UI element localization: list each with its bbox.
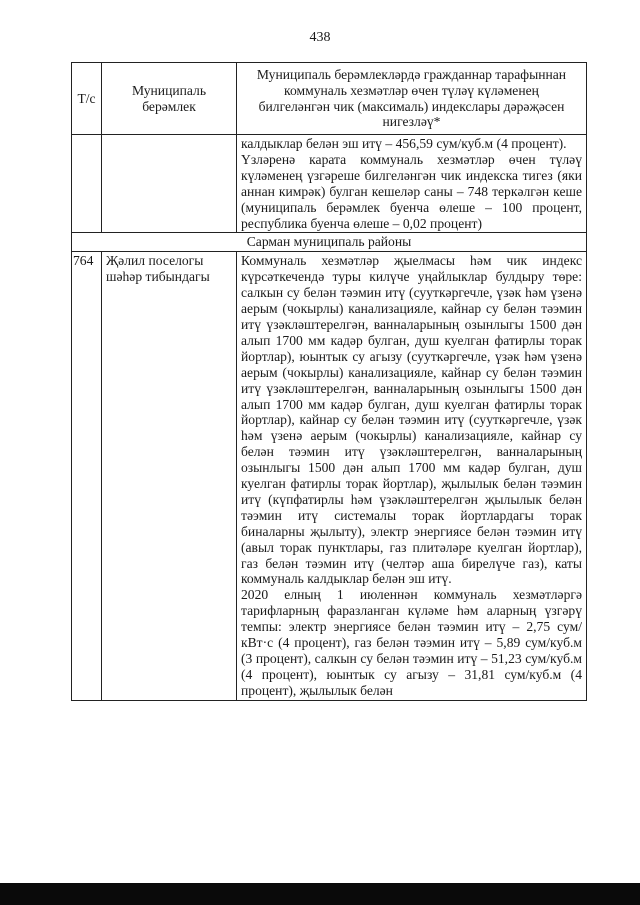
continuation-paragraph: Үзләренә карата коммуналь хезмәтләр өчен түләү күләменең үзгәреше билгеләнгән чик индекска тигез (яки аннан кимрәк) булган кешеләр саны – 748 теркәлгән кеше (муниципаль берәмлек буенча өлеше – 100 процент, республика буенча өлеше – 0,02 процент) <box>241 151 582 231</box>
table-header-row <box>72 63 587 135</box>
continuation-row <box>72 135 587 233</box>
row-number: 764 <box>72 252 102 700</box>
row-paragraph-1: Коммуналь хезмәтләр җыелмасы һәм чик индекс күрсәткечендә туры килүче уңайлыклар булдыру төре: салкын су белән тәэмин итү (сууткәргечле, үзәк һәм үзенә аерым (чокырлы) канализацияле, кайнар су белән тәэмин итү үзәкләштерелгән, ванналарының озынлыгы 1500 дән алып 1700 мм кадәр булган, душ куелган фатирлы торак йортлар), юынтык су агызу (сууткәргечле, үзәк һәм үзенә аерым (чокырлы) канализацияле, кайнар су белән тәэмин итү үзәкләштерелгән, ванналарының озынлыгы 1500 дән алып 1700 мм кадәр булган, душ куелган фатирлы торак йортлар), кайнар су белән тәэмин итү (сууткәргечле, үзәк һәм үзенә аерым (чокырлы) канализацияле, кайнар су белән тәэмин итү үзәкләштерелгән, ванналарының озынлыгы 1500 дән алып 1700 мм кадәр булган, душ куелган фатирлы торак йортлар), җылылык белән тәэмин итү (күпфатирлы һәм үзәкләштерелгән җылылык белән тәэмин итү системалы торак йортлардагы торак биналарны җылыту), электр энергиясе белән тәэмин итү (авыл торак пунктлары, газ плитәләре куелган йортлар), газ белән тәэмин итү (челтәр аша бирелүче газ), каты коммуналь калдыклар белән эш итү. <box>241 253 582 587</box>
continuation-text: калдыклар белән эш итү – 456,59 сум/куб.м (4 процент). <box>241 136 567 151</box>
header-justification: Муниципаль берәмлекләрдә гражданнар тарафыннан коммуналь хезмәтләр өчен түләү күләменең билгеләнгән чик (максималь) индекслары дәрәҗәсен нигезләү* <box>237 63 587 135</box>
scan-edge-band <box>0 883 640 905</box>
table-row <box>72 252 587 700</box>
row-municipality: Җәлил поселогы шәһәр тибындагы <box>102 252 237 700</box>
district-row <box>72 233 587 252</box>
header-municipality: Муниципаль берәмлек <box>102 63 237 135</box>
district-title: Сарман муниципаль районы <box>72 233 587 252</box>
header-number: Т/с <box>72 63 102 135</box>
page-number: 438 <box>309 30 331 45</box>
row-paragraph-2: 2020 елның 1 июленнән коммуналь хезмәтләргә тарифларның фаразланган күләме һәм аларның үзгәрү темпы: электр энергиясе белән тәэмин итү – 2,75 сум/кВт·с (4 процент), газ белән тәэмин итү – 5,89 сум/куб.м (3 процент), салкын су белән тәэмин итү – 51,23 сум/куб.м (4 процент), юынтык су агызу – 31,81 сум/куб.м (4 процент), җылылык белән <box>241 587 582 698</box>
tariff-index-table <box>71 62 587 701</box>
